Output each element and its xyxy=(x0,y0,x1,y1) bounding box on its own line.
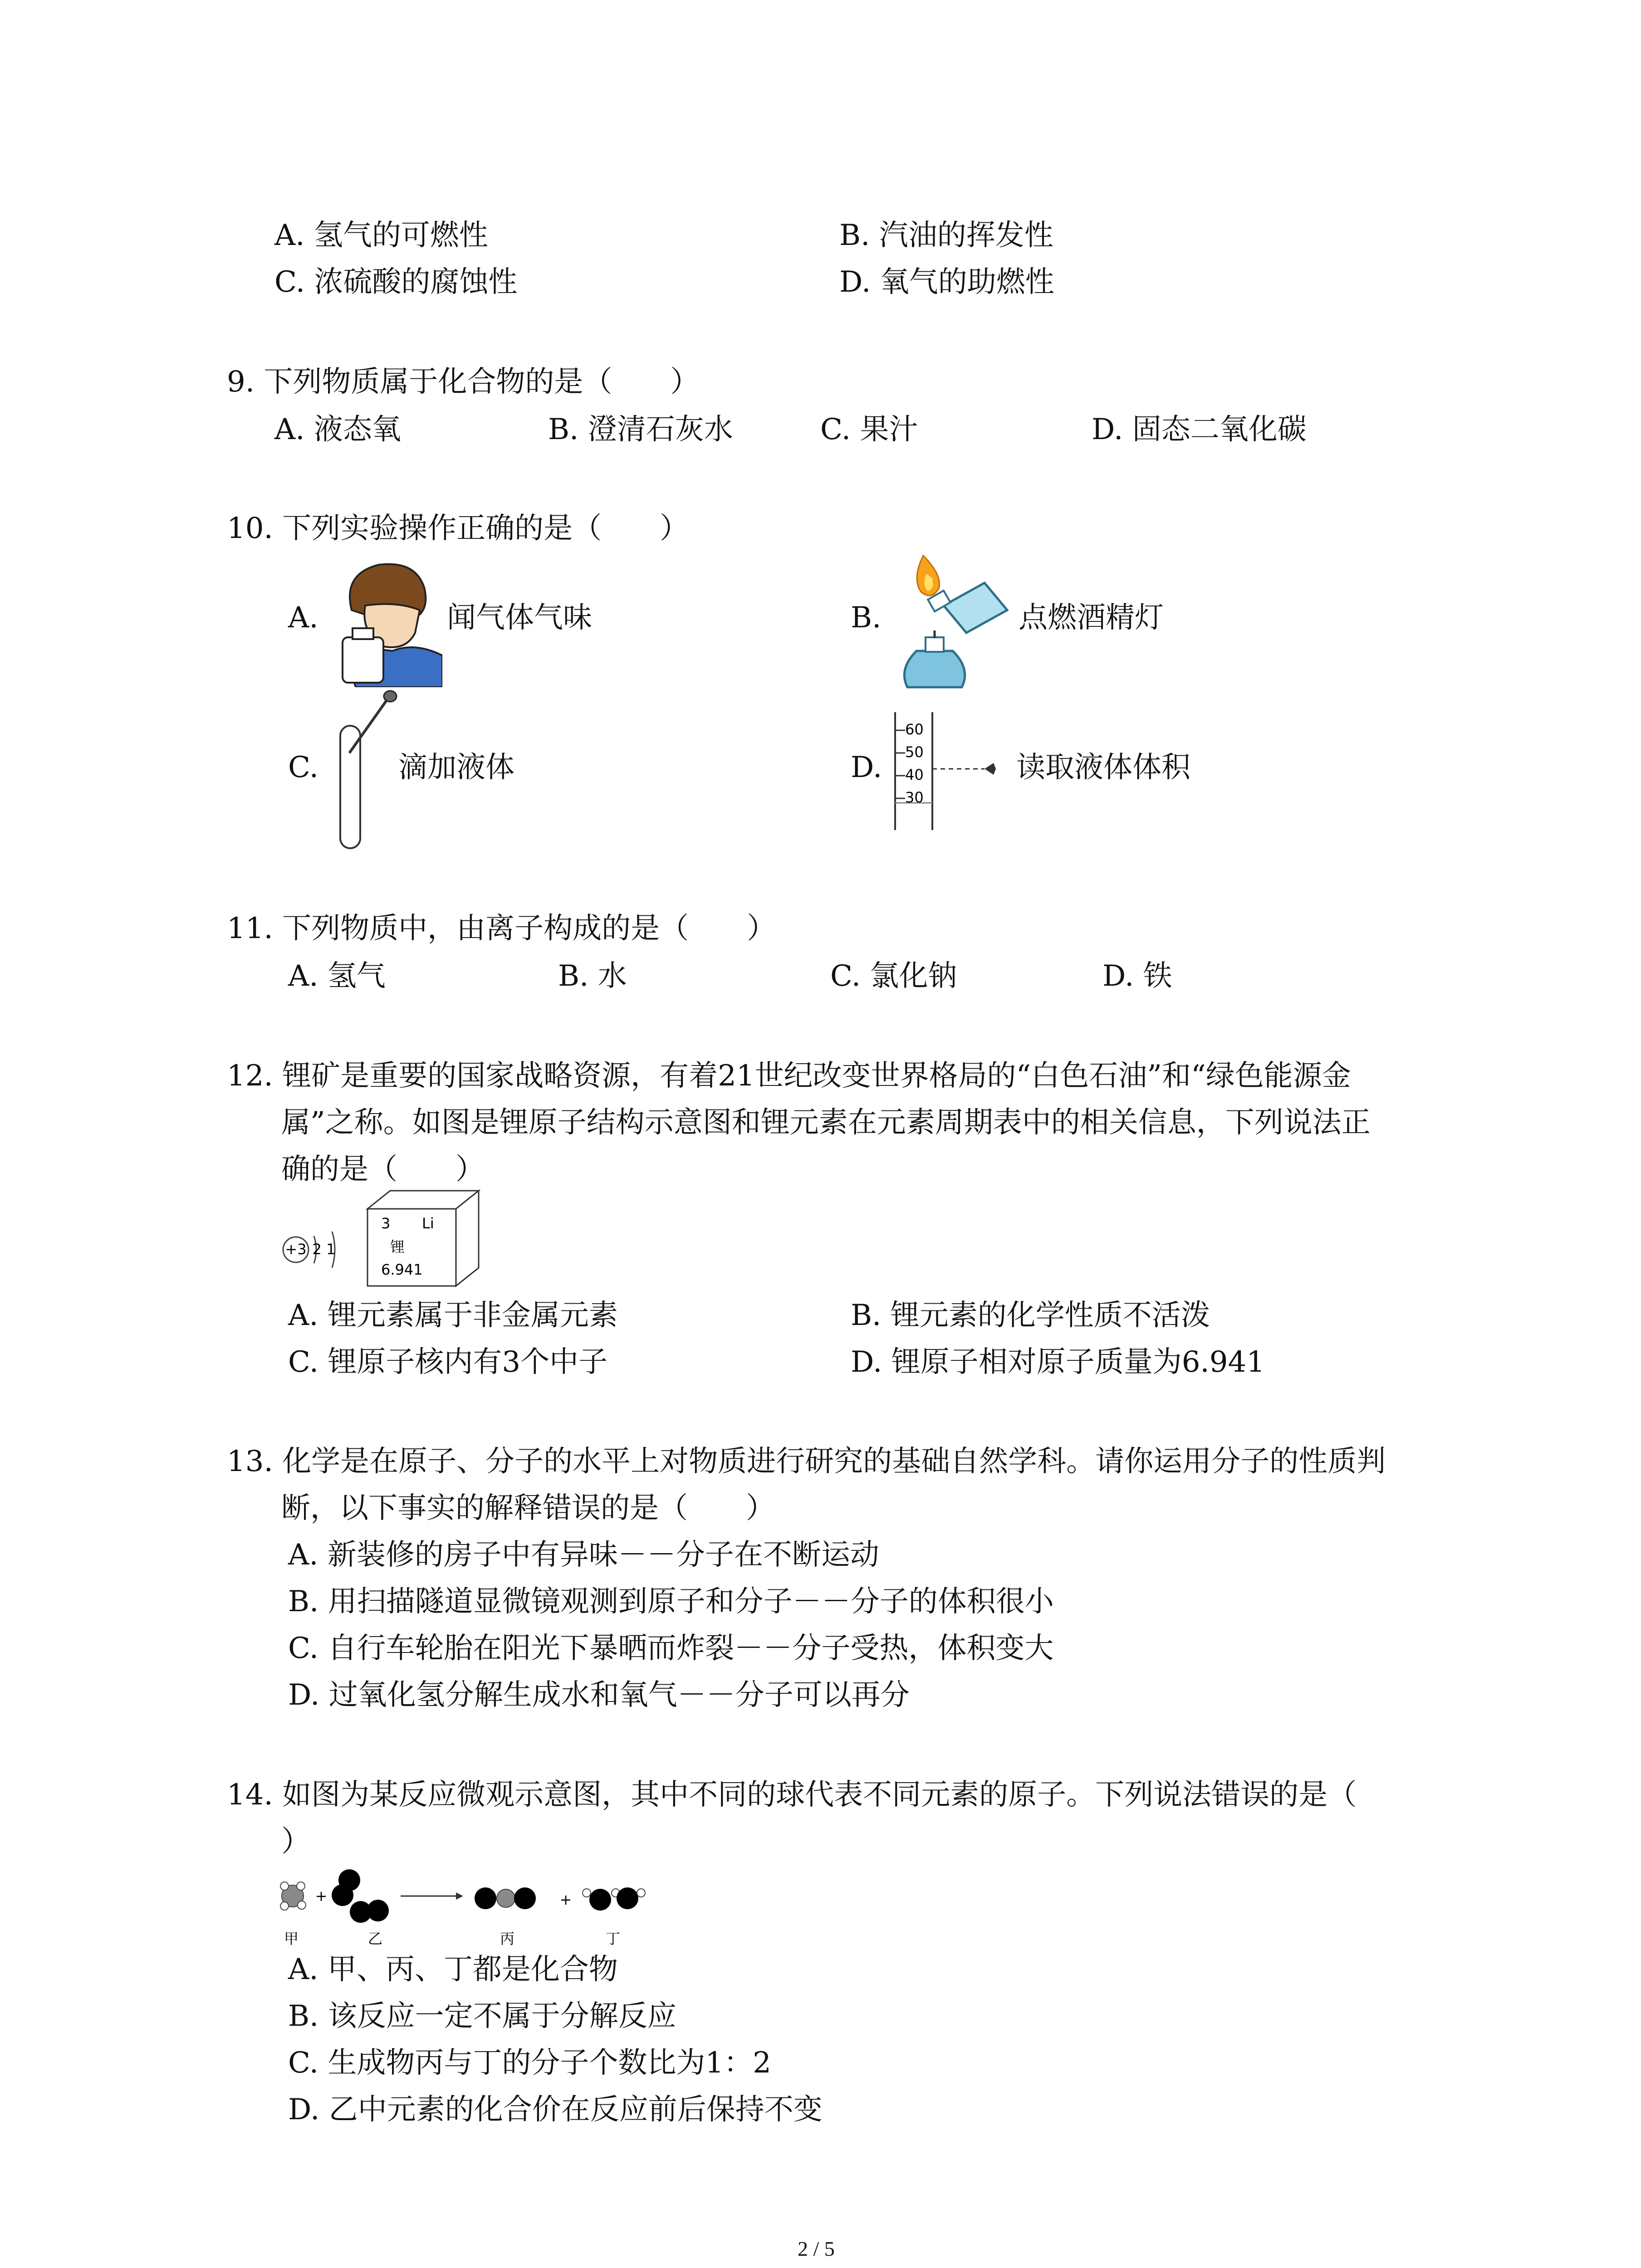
cylinder-tick-30: 30 xyxy=(905,789,924,806)
reading-cylinder-figure xyxy=(892,712,1005,835)
cell-atomic-mass: 6.941 xyxy=(381,1261,423,1278)
label-jia: 甲 xyxy=(284,1930,299,1947)
lighting-alcohol-lamp-figure xyxy=(889,551,1016,696)
smelling-gas-figure xyxy=(324,556,442,687)
label-yi: 乙 xyxy=(367,1930,383,1947)
molecule-bing xyxy=(475,1887,536,1909)
cell-atomic-number: 3 xyxy=(381,1215,391,1232)
q12-stem-line3: 确的是（ ） xyxy=(281,1153,485,1186)
q9-stem: 9. 下列物质属于化合物的是（ ） xyxy=(227,365,700,399)
q13-option-d: D. 过氧化氢分解生成水和氧气－－分子可以再分 xyxy=(288,1678,910,1712)
plus-sign-2: + xyxy=(559,1891,572,1908)
q8-option-a: A. 氢气的可燃性 xyxy=(274,219,488,252)
q14-stem-line1: 14. 如图为某反应微观示意图，其中不同的球代表不同元素的原子。下列说法错误的是（ xyxy=(227,1778,1357,1812)
q13-stem-line2: 断，以下事实的解释错误的是（ ） xyxy=(281,1491,775,1525)
q14-stem-line2: ） xyxy=(281,1825,310,1858)
eye-icon xyxy=(985,763,996,775)
dropper-test-tube-figure xyxy=(329,689,402,857)
cylinder-tick-50: 50 xyxy=(905,743,924,761)
q9-option-d: D. 固态二氧化碳 xyxy=(1092,413,1307,446)
q12-option-c: C. 锂原子核内有3个中子 xyxy=(288,1345,608,1379)
q9-option-c: C. 果汁 xyxy=(820,413,918,446)
label-ding: 丁 xyxy=(605,1930,621,1947)
plus-sign-1: + xyxy=(315,1887,328,1905)
q10-option-a-text: 闻气体气味 xyxy=(447,601,592,635)
page-number: 2 / 5 xyxy=(798,2237,835,2260)
q13-option-a: A. 新装修的房子中有异味－－分子在不断运动 xyxy=(288,1538,879,1572)
q11-option-a: A. 氢气 xyxy=(288,959,386,993)
reaction-arrow-icon xyxy=(456,1892,463,1900)
lithium-atom-and-table-figure xyxy=(277,1188,485,1290)
q14-option-b: B. 该反应一定不属于分解反应 xyxy=(288,1999,676,2033)
q11-option-c: C. 氯化钠 xyxy=(830,959,957,993)
q12-option-d: D. 锂原子相对原子质量为6.941 xyxy=(851,1345,1265,1379)
q10-option-c-letter: C. xyxy=(288,751,319,784)
q10-option-a-letter: A. xyxy=(288,601,318,635)
q10-option-c-text: 滴加液体 xyxy=(398,751,514,784)
molecule-yi xyxy=(332,1869,389,1923)
q10-stem: 10. 下列实验操作正确的是（ ） xyxy=(227,512,689,545)
cylinder-tick-40: 40 xyxy=(905,766,924,783)
cell-symbol: Li xyxy=(422,1215,434,1232)
q9-option-b: B. 澄清石灰水 xyxy=(548,413,733,446)
q11-option-d: D. 铁 xyxy=(1102,959,1172,993)
label-bing: 丙 xyxy=(500,1930,515,1947)
q10-option-d-letter: D. xyxy=(851,751,882,784)
atom-nucleus-charge: +3 xyxy=(285,1241,307,1258)
molecule-ding xyxy=(583,1887,645,1911)
q14-option-c: C. 生成物丙与丁的分子个数比为1：2 xyxy=(288,2046,771,2080)
molecule-jia xyxy=(280,1882,306,1910)
atom-electron-shells: 2 1 xyxy=(312,1241,336,1258)
q8-option-d: D. 氧气的助燃性 xyxy=(839,265,1054,299)
q9-option-a: A. 液态氧 xyxy=(274,413,401,446)
q12-option-b: B. 锂元素的化学性质不活泼 xyxy=(851,1299,1210,1332)
q8-option-c: C. 浓硫酸的腐蚀性 xyxy=(274,265,518,299)
q14-option-a: A. 甲、丙、丁都是化合物 xyxy=(288,1953,618,1986)
q13-option-b: B. 用扫描隧道显微镜观测到原子和分子－－分子的体积很小 xyxy=(288,1585,1054,1618)
q11-stem: 11. 下列物质中，由离子构成的是（ ） xyxy=(227,912,776,945)
q14-option-d: D. 乙中元素的化合价在反应前后保持不变 xyxy=(288,2093,823,2126)
q12-stem-line2: 属”之称。如图是锂原子结构示意图和锂元素在元素周期表中的相关信息，下列说法正 xyxy=(281,1106,1371,1139)
q12-option-a: A. 锂元素属于非金属元素 xyxy=(288,1299,618,1332)
q8-option-b: B. 汽油的挥发性 xyxy=(839,219,1053,252)
q13-stem-line1: 13. 化学是在原子、分子的水平上对物质进行研究的基础自然学科。请你运用分子的性质判 xyxy=(227,1445,1386,1478)
q10-option-d-text: 读取液体体积 xyxy=(1016,751,1190,784)
cell-element-name: 锂 xyxy=(390,1238,405,1256)
reaction-micro-diagram xyxy=(274,1860,665,1953)
q12-stem-line1: 12. 锂矿是重要的国家战略资源，有着21世纪改变世界格局的“白色石油”和“绿色能源金 xyxy=(227,1059,1351,1093)
q10-option-b-text: 点燃酒精灯 xyxy=(1019,601,1164,635)
q10-option-b-letter: B. xyxy=(851,601,882,635)
cylinder-tick-60: 60 xyxy=(905,721,924,738)
q13-option-c: C. 自行车轮胎在阳光下暴晒而炸裂－－分子受热，体积变大 xyxy=(288,1632,1054,1665)
q11-option-b: B. 水 xyxy=(558,959,627,993)
